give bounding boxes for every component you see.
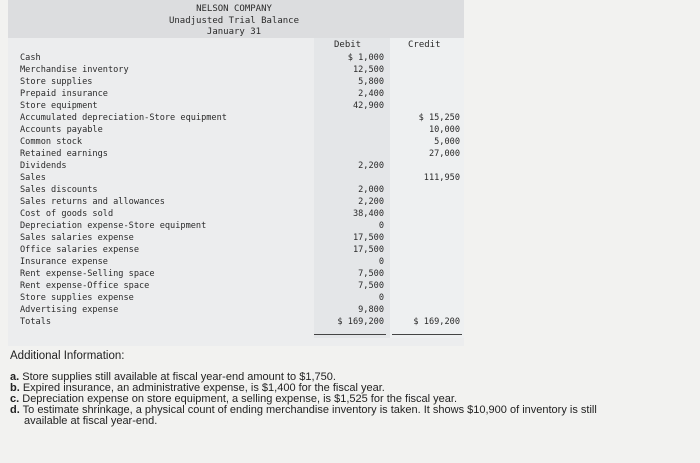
debit-amount: $ 1,000 (347, 53, 384, 63)
debit-amount: 17,500 (352, 245, 384, 255)
account-name: Sales salaries expense (20, 233, 134, 243)
account-name: Cash (20, 53, 41, 63)
credit-amount: 111,950 (423, 173, 460, 183)
table-row (20, 280, 464, 292)
debit-amount: $ 169,200 (337, 317, 384, 327)
credit-amount: 10,000 (428, 125, 460, 135)
table-row (20, 292, 464, 304)
note-label: b. (10, 382, 20, 394)
note-item (10, 416, 700, 427)
account-name: Merchandise inventory (20, 65, 129, 75)
trial-balance-rows (20, 52, 464, 328)
table-row (20, 136, 464, 148)
table-row (20, 256, 464, 268)
debit-amount: 2,200 (358, 161, 384, 171)
account-name: Insurance expense (20, 257, 108, 267)
note-text: Store supplies still available at fiscal year-end amount to $1,750. (22, 371, 336, 383)
debit-amount: 2,000 (358, 185, 384, 195)
table-row (20, 304, 464, 316)
account-name: Store supplies expense (20, 293, 134, 303)
debit-amount: 9,800 (358, 305, 384, 315)
report-subtitle: Unadjusted Trial Balance (168, 16, 300, 26)
debit-amount: 5,800 (358, 77, 384, 87)
credit-total-rule (392, 334, 462, 335)
note-text: available at fiscal year-end. (24, 415, 158, 427)
table-row (20, 100, 464, 112)
account-name: Accounts payable (20, 125, 103, 135)
account-name: Common stock (20, 137, 83, 147)
table-row (20, 244, 464, 256)
debit-amount: 0 (378, 257, 384, 267)
debit-amount: 12,500 (352, 65, 384, 75)
table-row (20, 196, 464, 208)
credit-amount: 27,000 (428, 149, 460, 159)
table-row (20, 220, 464, 232)
table-row (20, 64, 464, 76)
debit-amount: 42,900 (352, 101, 384, 111)
account-name: Cost of goods sold (20, 209, 114, 219)
account-name: Advertising expense (20, 305, 119, 315)
account-name: Rent expense-Office space (20, 281, 150, 291)
credit-amount: 5,000 (434, 137, 460, 147)
credit-amount: $ 169,200 (413, 317, 460, 327)
account-name: Rent expense-Selling space (20, 269, 155, 279)
debit-amount: 0 (378, 293, 384, 303)
table-row (20, 268, 464, 280)
account-name: Sales discounts (20, 185, 98, 195)
account-name: Retained earnings (20, 149, 108, 159)
table-row (20, 160, 464, 172)
company-name: NELSON COMPANY (196, 4, 272, 14)
account-name: Depreciation expense-Store equipment (20, 221, 207, 231)
notes-list (10, 372, 700, 427)
account-name: Store equipment (20, 101, 98, 111)
debit-amount: 7,500 (358, 281, 384, 291)
trial-balance-sheet (8, 0, 464, 346)
table-row (20, 88, 464, 100)
note-label: a. (10, 371, 20, 383)
debit-header: Debit (334, 40, 362, 50)
table-row (20, 316, 464, 328)
table-row (20, 232, 464, 244)
account-name: Sales returns and allowances (20, 197, 165, 207)
account-name: Accumulated depreciation-Store equipment (20, 113, 227, 123)
note-text: To estimate shrinkage, a physical count of ending merchandise inventory is taken. It shows $10,900 of inventory is still (22, 404, 597, 416)
table-row (20, 148, 464, 160)
account-name: Office salaries expense (20, 245, 139, 255)
debit-amount: 2,400 (358, 89, 384, 99)
account-name: Sales (20, 173, 46, 183)
debit-total-rule (314, 334, 386, 335)
debit-amount: 2,200 (358, 197, 384, 207)
account-name: Prepaid insurance (20, 89, 108, 99)
account-name: Dividends (20, 161, 67, 171)
credit-amount: $ 15,250 (418, 113, 460, 123)
note-text: Expired insurance, an administrative expense, is $1,400 for the fiscal year. (22, 382, 385, 394)
note-label: c. (10, 393, 20, 405)
debit-amount: 17,500 (352, 233, 384, 243)
additional-information (10, 350, 700, 427)
account-name: Store supplies (20, 77, 93, 87)
debit-amount: 7,500 (358, 269, 384, 279)
account-name: Totals (20, 317, 52, 327)
table-row (20, 208, 464, 220)
table-row (20, 172, 464, 184)
additional-info-title: Additional Information: (10, 350, 125, 362)
note-text: Depreciation expense on store equipment, a selling expense, is $1,525 for the fiscal year. (22, 393, 458, 405)
table-row (20, 52, 464, 64)
table-row (20, 184, 464, 196)
debit-amount: 0 (378, 221, 384, 231)
table-row (20, 124, 464, 136)
table-row (20, 112, 464, 124)
report-date: January 31 (206, 27, 262, 37)
credit-header: Credit (408, 40, 441, 50)
table-row (20, 76, 464, 88)
note-label: d. (10, 404, 20, 416)
debit-amount: 38,400 (352, 209, 384, 219)
